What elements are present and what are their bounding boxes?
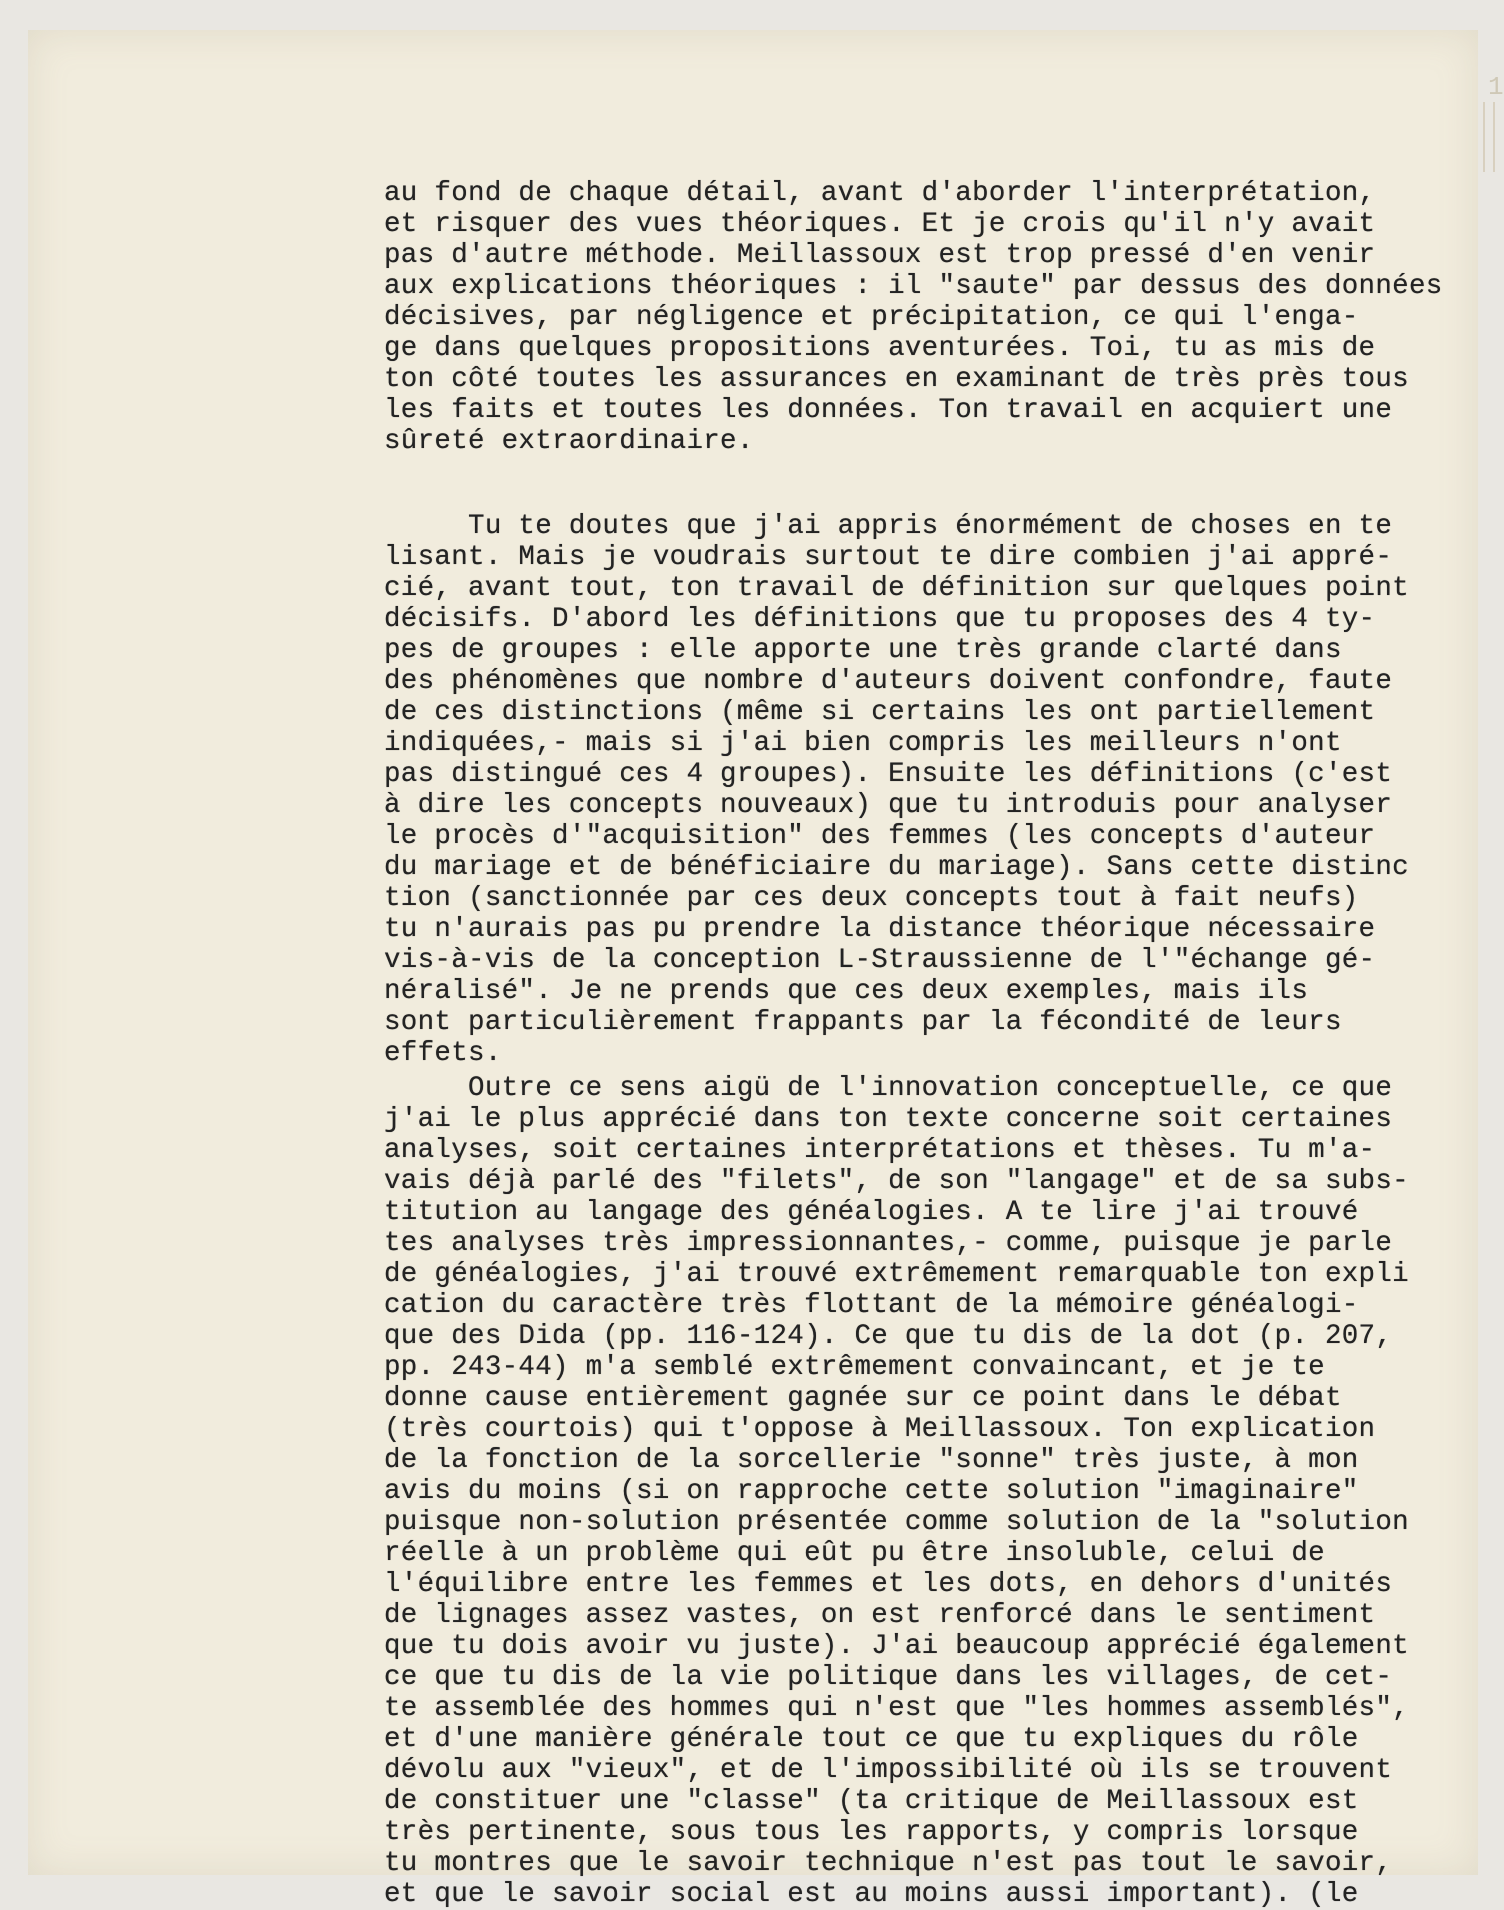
text-line: titution au langage des généalogies. A te lire j'ai trouvé — [384, 1197, 1359, 1228]
text-line: très pertinente, sous tous les rapports, y compris lorsque — [384, 1817, 1359, 1848]
text-line: réelle à un problème qui eût pu être insoluble, celui de — [384, 1538, 1325, 1569]
text-line: analyses, soit certaines interprétations et thèses. Tu m'a- — [384, 1135, 1376, 1166]
text-line: cié, avant tout, ton travail de définition sur quelques point — [384, 573, 1409, 604]
text-line: avis du moins (si on rapproche cette solution "imaginaire" — [384, 1476, 1359, 1507]
text-line: au fond de chaque détail, avant d'aborder l'interprétation, — [384, 178, 1376, 209]
text-line: que des Dida (pp. 116-124). Ce que tu dis de la dot (p. 207, — [384, 1321, 1393, 1352]
letter-page — [28, 30, 1504, 1910]
text-line: tu n'aurais pas pu prendre la distance théorique nécessaire — [384, 914, 1376, 945]
text-line: l'équilibre entre les femmes et les dots, en dehors d'unités — [384, 1569, 1393, 1600]
text-line: indiquées,- mais si j'ai bien compris les meilleurs n'ont — [384, 728, 1342, 759]
text-line: du mariage et de bénéficiaire du mariage). Sans cette distinc — [384, 852, 1409, 883]
text-line: (très courtois) qui t'oppose à Meillassoux. Ton explication — [384, 1414, 1376, 1445]
text-line: dévolu aux "vieux", et de l'impossibilité où ils se trouvent — [384, 1755, 1393, 1786]
text-line: effets. — [384, 1038, 502, 1069]
text-line: des phénomènes que nombre d'auteurs doivent confondre, faute — [384, 666, 1393, 697]
text-line: de lignages assez vastes, on est renforcé dans le sentiment — [384, 1600, 1376, 1631]
text-line: et risquer des vues théoriques. Et je crois qu'il n'y avait — [384, 209, 1376, 240]
text-line: ge dans quelques propositions aventurées. Toi, tu as mis de — [384, 333, 1376, 364]
text-line: ce que tu dis de la vie politique dans les villages, de cet- — [384, 1662, 1393, 1693]
text-line: sont particulièrement frappants par la fécondité de leurs — [384, 1007, 1342, 1038]
text-line: décisifs. D'abord les définitions que tu proposes des 4 ty- — [384, 604, 1376, 635]
text-line: donne cause entièrement gagnée sur ce point dans le débat — [384, 1383, 1342, 1414]
text-line: les faits et toutes les données. Ton travail en acquiert une — [384, 395, 1393, 426]
text-line: de ces distinctions (même si certains les ont partiellement — [384, 697, 1376, 728]
text-line: de généalogies, j'ai trouvé extrêmement remarquable ton expli — [384, 1259, 1409, 1290]
text-line: à dire les concepts nouveaux) que tu introduis pour analyser — [384, 790, 1393, 821]
text-line: j'ai le plus apprécié dans ton texte concerne soit certaines — [384, 1104, 1393, 1135]
text-line: lisant. Mais je voudrais surtout te dire combien j'ai appré- — [384, 542, 1393, 573]
text-line: tion (sanctionnée par ces deux concepts tout à fait neufs) — [384, 883, 1359, 914]
text-line: décisives, par négligence et précipitation, ce qui l'enga- — [384, 302, 1359, 333]
text-line: tes analyses très impressionnantes,- comme, puisque je parle — [384, 1228, 1393, 1259]
text-line: puisque non-solution présentée comme solution de la "solution — [384, 1507, 1409, 1538]
text-line: pes de groupes : elle apporte une très grande clarté dans — [384, 635, 1342, 666]
paper-edge-mark — [1483, 102, 1495, 172]
text-line: tu montres que le savoir technique n'est pas tout le savoir, — [384, 1848, 1393, 1879]
text-line: pp. 243-44) m'a semblé extrêmement convaincant, et je te — [384, 1352, 1325, 1383]
text-line: Outre ce sens aigü de l'innovation conceptuelle, ce que — [384, 1073, 1393, 1104]
text-line: sûreté extraordinaire. — [384, 426, 754, 457]
text-line: cation du caractère très flottant de la mémoire généalogi- — [384, 1290, 1359, 1321]
text-line: que tu dois avoir vu juste). J'ai beaucoup apprécié également — [384, 1631, 1409, 1662]
text-line: et que le savoir social est au moins aussi important). (le — [384, 1879, 1359, 1910]
text-line: Tu te doutes que j'ai appris énormément de choses en te — [384, 511, 1393, 542]
text-line: pas d'autre méthode. Meillassoux est trop pressé d'en venir — [384, 240, 1376, 271]
text-line: aux explications théoriques : il "saute" par dessus des données — [384, 271, 1443, 302]
text-line: de la fonction de la sorcellerie "sonne" très juste, à mon — [384, 1445, 1359, 1476]
text-line: vis-à-vis de la conception L-Straussienne de l'"échange gé- — [384, 945, 1376, 976]
text-line: vais déjà parlé des "filets", de son "langage" et de sa subs- — [384, 1166, 1409, 1197]
text-line: pas distingué ces 4 groupes). Ensuite les définitions (c'est — [384, 759, 1393, 790]
text-line: le procès d'"acquisition" des femmes (les concepts d'auteur — [384, 821, 1376, 852]
text-line: néralisé". Je ne prends que ces deux exemples, mais ils — [384, 976, 1309, 1007]
page-number: 1 — [1488, 72, 1504, 102]
text-line: ton côté toutes les assurances en examinant de très près tous — [384, 364, 1409, 395]
text-line: de constituer une "classe" (ta critique de Meillassoux est — [384, 1786, 1359, 1817]
text-line: te assemblée des hommes qui n'est que "les hommes assemblés", — [384, 1693, 1409, 1724]
text-line: et d'une manière générale tout ce que tu expliques du rôle — [384, 1724, 1359, 1755]
